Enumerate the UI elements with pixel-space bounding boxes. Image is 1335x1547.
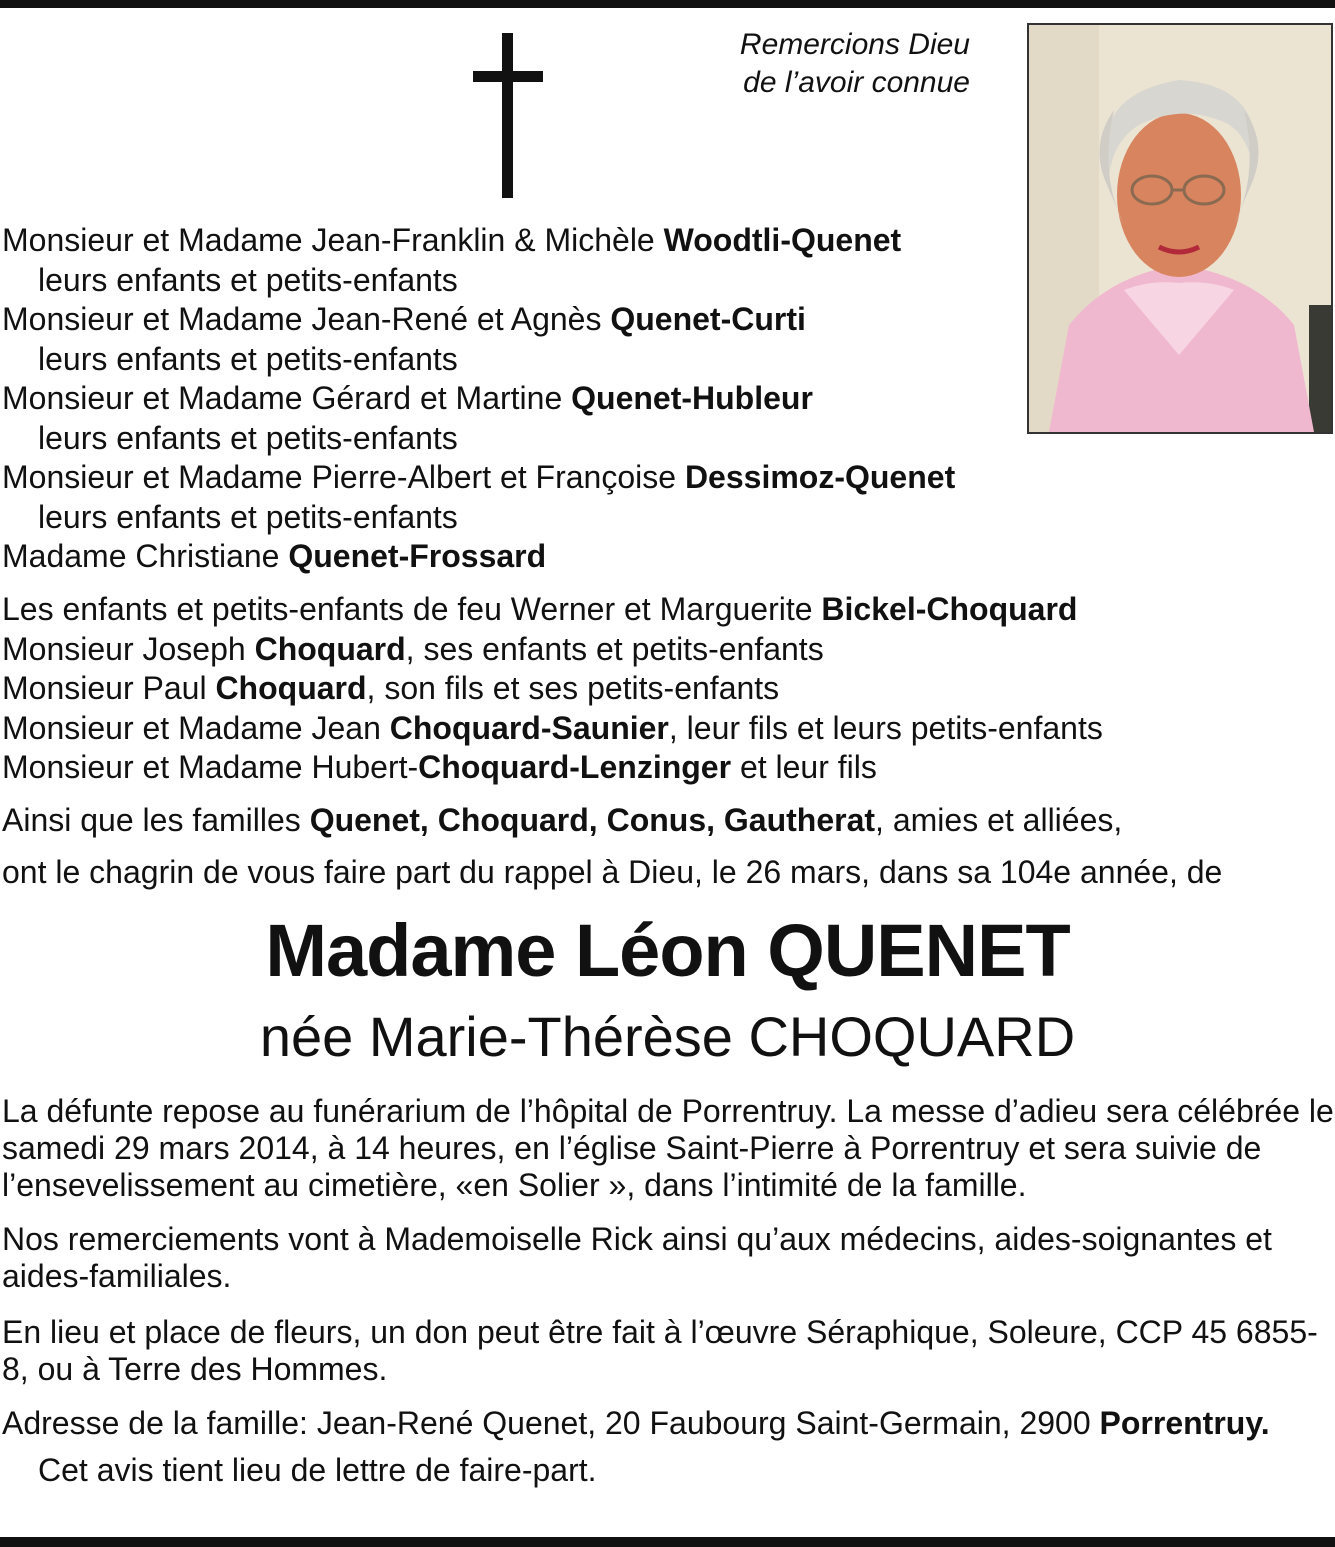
family-subline: leurs enfants et petits-enfants: [38, 340, 458, 377]
top-rule: [0, 0, 1335, 8]
family-address: Adresse de la famille: Jean-René Quenet, 20 Faubourg Saint-Germain, 2900 Porrentruy.: [2, 1405, 1270, 1441]
announcement-line: ont le chagrin de vous faire part du rappel à Dieu, le 26 mars, dans sa 104e année, de: [2, 854, 1223, 890]
verse-line-1: Remercions Dieu: [739, 28, 970, 61]
family-line: Monsieur et Madame Pierre-Albert et Françoise Dessimoz-Quenet: [2, 459, 956, 495]
family-line: Monsieur et Madame Jean-Franklin & Michèle Woodtli-Quenet: [2, 222, 902, 258]
family-subline: leurs enfants et petits-enfants: [38, 419, 458, 456]
ainsi-line: Ainsi que les familles Quenet, Choquard, Conus, Gautherat, amies et alliées,: [2, 802, 1123, 838]
bottom-rule: [0, 1537, 1335, 1547]
closing-note: Cet avis tient lieu de lettre de faire-part.: [38, 1452, 597, 1488]
family-line: Monsieur et Madame Gérard et Martine Quenet-Hubleur: [2, 380, 813, 416]
portrait-illustration: [1029, 25, 1331, 432]
family-line: Madame Christiane Quenet-Frossard: [2, 538, 547, 574]
thanks-paragraph: Nos remerciements vont à Mademoiselle Rick ainsi qu’aux médecins, aides-soignantes et aides-familiales.: [2, 1221, 1272, 1294]
choquard-line: Monsieur et Madame Jean Choquard-Saunier, leur fils et leurs petits-enfants: [2, 709, 1103, 746]
portrait-photo: [1027, 23, 1333, 434]
choquard-line: Monsieur Joseph Choquard, ses enfants et petits-enfants: [2, 630, 824, 667]
deceased-maiden-name: née Marie-Thérèse CHOQUARD: [259, 1005, 1076, 1068]
family-subline: leurs enfants et petits-enfants: [38, 261, 458, 298]
cross-icon: [473, 33, 543, 198]
funeral-paragraph: La défunte repose au funérarium de l’hôpital de Porrentruy. La messe d’adieu sera célébrée le samedi 29 mars 2014, à 14 heures, en l’église Saint-Pierre à Porrentruy et sera suivie de l’ensevelissement au cimetière, «en Solier », dans l’intimité de la famille.: [2, 1093, 1334, 1203]
family-subline: leurs enfants et petits-enfants: [38, 498, 458, 535]
deceased-name: Madame Léon QUENET: [265, 909, 1070, 992]
choquard-line: Monsieur Paul Choquard, son fils et ses petits-enfants: [2, 670, 780, 706]
choquard-line: Les enfants et petits-enfants de feu Werner et Marguerite Bickel-Choquard: [2, 591, 1078, 627]
choquard-list: [2, 590, 1103, 788]
verse: [640, 26, 970, 102]
donation-paragraph: En lieu et place de fleurs, un don peut être fait à l’œuvre Séraphique, Soleure, CCP 45 6855-8, ou à Terre des Hommes.: [2, 1314, 1318, 1387]
family-list: [2, 221, 955, 577]
verse-line-2: de l’avoir connue: [743, 66, 970, 99]
family-line: Monsieur et Madame Jean-René et Agnès Quenet-Curti: [2, 301, 806, 337]
choquard-line: Monsieur et Madame Hubert-Choquard-Lenzinger et leur fils: [2, 749, 877, 785]
